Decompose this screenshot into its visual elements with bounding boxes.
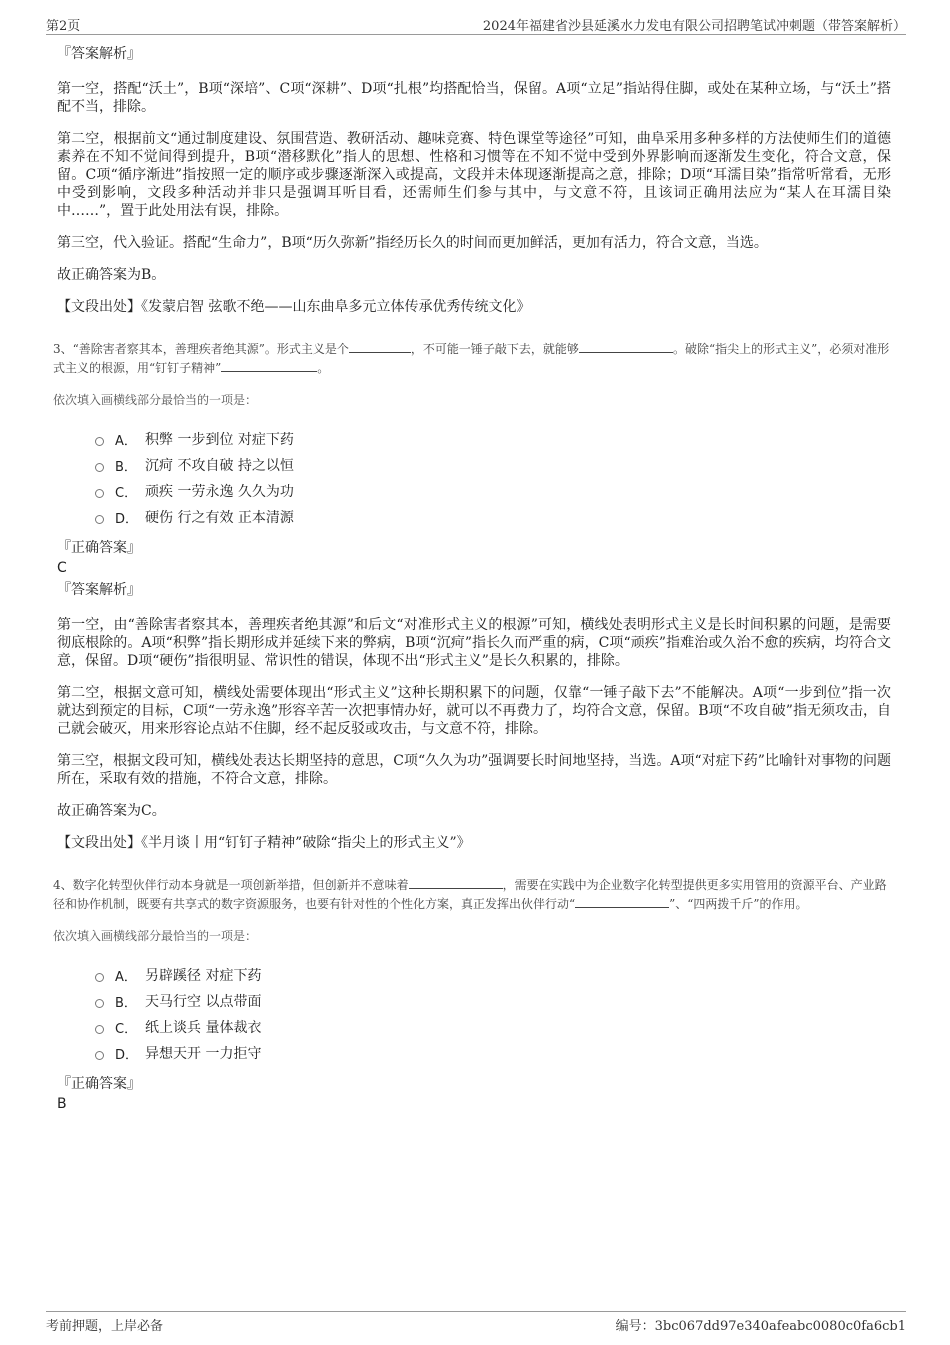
q4-blank-2 — [575, 895, 669, 908]
radio-button[interactable] — [95, 999, 104, 1008]
q3-analysis-paragraph: 第一空，由“善除害者察其本，善理疾者绝其源”和后文“对准形式主义的根源”可知，横线处表明形式主义是长时间积累的问题，是需要彻底根除的。A项“积弊”指长期形成并延续下来的弊病，B项“沉疴”指长久而严重的病，C项“顽疾”指难治或久治不愈的疾病，均符合文意，保留。D项“硬伤”指很明显、常识性的错误，体现不出“形式主义”是长久积累的，排除。 — [57, 617, 891, 669]
q4-option-c[interactable]: C． 纸上谈兵 量体裁衣 — [95, 1014, 891, 1040]
q3-stem: 3、“善除害者察其本，善理疾者绝其源”。形式主义是个 ，不可能一锤子敲下去，就能够 。破除“指尖上的形式主义”，必须对准形式主义的根源，用“钉钉子精神” 。 — [53, 342, 890, 375]
q4-instruction: 依次填入画横线部分最恰当的一项是： — [53, 929, 258, 943]
radio-button[interactable] — [95, 463, 104, 472]
q3-option-c[interactable]: C． 顽疾 一劳永逸 久久为功 — [95, 478, 891, 504]
q2-conclusion: 故正确答案为B。 — [57, 267, 166, 283]
q2-analysis-paragraph: 第一空，搭配“沃土”，B项“深培”、C项“深耕”、D项“扎根”均搭配恰当，保留。A项“立足”指站得住脚，或处在某种立场，与“沃土”搭配不当，排除。 — [57, 81, 891, 115]
q4-correct-answer: B — [57, 1096, 67, 1112]
q2-analysis-paragraph: 第三空，代入验证。搭配“生命力”，B项“历久弥新”指经历长久的时间而更加鲜活，更加有活力，符合文意，当选。 — [57, 235, 768, 251]
radio-button[interactable] — [95, 437, 104, 446]
q3-options — [95, 426, 891, 530]
page-footer — [46, 1311, 906, 1334]
q2-source: 【文段出处】《发蒙启智 弦歌不绝——山东曲阜多元立体传承优秀传统文化》 — [57, 299, 531, 315]
q3-option-a[interactable]: A． 积弊 一步到位 对症下药 — [95, 426, 891, 452]
q4-option-a[interactable]: A． 另辟蹊径 对症下药 — [95, 962, 891, 988]
footer-serial: 编号：3bc067dd97e340afeabc0080c0fa6cb1 — [615, 1319, 906, 1334]
q2-analysis-label: 『答案解析』 — [57, 46, 141, 62]
q4-option-b[interactable]: B． 天马行空 以点带面 — [95, 988, 891, 1014]
radio-button[interactable] — [95, 973, 104, 982]
radio-button[interactable] — [95, 1051, 104, 1060]
radio-button[interactable] — [95, 515, 104, 524]
q3-correct-answer: C — [57, 560, 67, 576]
q3-blank-3 — [221, 359, 317, 372]
radio-button[interactable] — [95, 489, 104, 498]
q3-option-b[interactable]: B． 沉疴 不攻自破 持之以恒 — [95, 452, 891, 478]
q3-analysis-paragraph: 第二空，根据文意可知，横线处需要体现出“形式主义”这种长期积累下的问题，仅靠“一锤子敲下去”不能解决。A项“一步到位”指一次就达到预定的目标，C项“一劳永逸”形容辛苦一次把事情办好，就可以不再费力了，均符合文意，保留。B项“不攻自破”指无须攻击，自己就会破灭，用来形容论点站不住脚，经不起反驳或攻击，与文意不符，排除。 — [57, 685, 891, 737]
q3-analysis-label: 『答案解析』 — [57, 582, 141, 598]
q4-correct-label: 『正确答案』 — [57, 1076, 141, 1092]
page-header — [46, 14, 906, 35]
page-content — [53, 44, 891, 1116]
q3-blank-1 — [349, 340, 411, 353]
q3-option-d[interactable]: D． 硬伤 行之有效 正本清源 — [95, 504, 891, 530]
radio-button[interactable] — [95, 1025, 104, 1034]
q2-analysis-paragraph: 第二空，根据前文“通过制度建设、氛围营造、教研活动、趣味竞赛、特色课堂等途径”可知，曲阜采用多种多样的方法使师生们的道德素养在不知不觉间得到提升，B项“潜移默化”指人的思想、性格和习惯等在不知不觉中受到外界影响而逐渐发生变化，符合文意，保留。C项“循序渐进”指按照一定的顺序或步骤逐渐深入或提高，文段并未体现逐渐提高之意，排除；D项“耳濡目染”指常听常看，无形中受到影响，文段多种活动并非只是强调耳听目看，还需师生们参与其中，与文意不符，且该词正确用法应为“某人在耳濡目染中……”，置于此处用法有误，排除。 — [57, 131, 891, 219]
q4-options — [95, 962, 891, 1066]
q3-analysis-paragraph: 第三空，根据文段可知，横线处表达长期坚持的意思，C项“久久为功”强调要长时间地坚持，当选。A项“对症下药”比喻针对事物的问题所在，采取有效的措施，不符合文意，排除。 — [57, 753, 891, 787]
page-number: 第2页 — [46, 19, 81, 34]
q3-conclusion: 故正确答案为C。 — [57, 803, 166, 819]
footer-slogan: 考前押题，上岸必备 — [46, 1319, 164, 1334]
document-title: 2024年福建省沙县延溪水力发电有限公司招聘笔试冲刺题（带答案解析） — [482, 19, 906, 34]
q4-blank-1 — [409, 876, 503, 889]
q4-stem: 4、数字化转型伙伴行动本身就是一项创新举措，但创新并不意味着 ，需要在实践中为企业数字化转型提供更多实用管用的资源平台、产业路径和协作机制，既要有共享式的数字资源服务，也要有针对性的个性化方案，真正发挥出伙伴行动“ ”、“四两拨千斤”的作用。 — [53, 878, 887, 911]
q4-option-d[interactable]: D． 异想天开 一力拒守 — [95, 1040, 891, 1066]
q3-blank-2 — [579, 340, 673, 353]
q3-source: 【文段出处】《半月谈丨用“钉钉子精神”破除“指尖上的形式主义”》 — [57, 835, 471, 851]
q3-instruction: 依次填入画横线部分最恰当的一项是： — [53, 393, 258, 407]
q3-correct-label: 『正确答案』 — [57, 540, 141, 556]
